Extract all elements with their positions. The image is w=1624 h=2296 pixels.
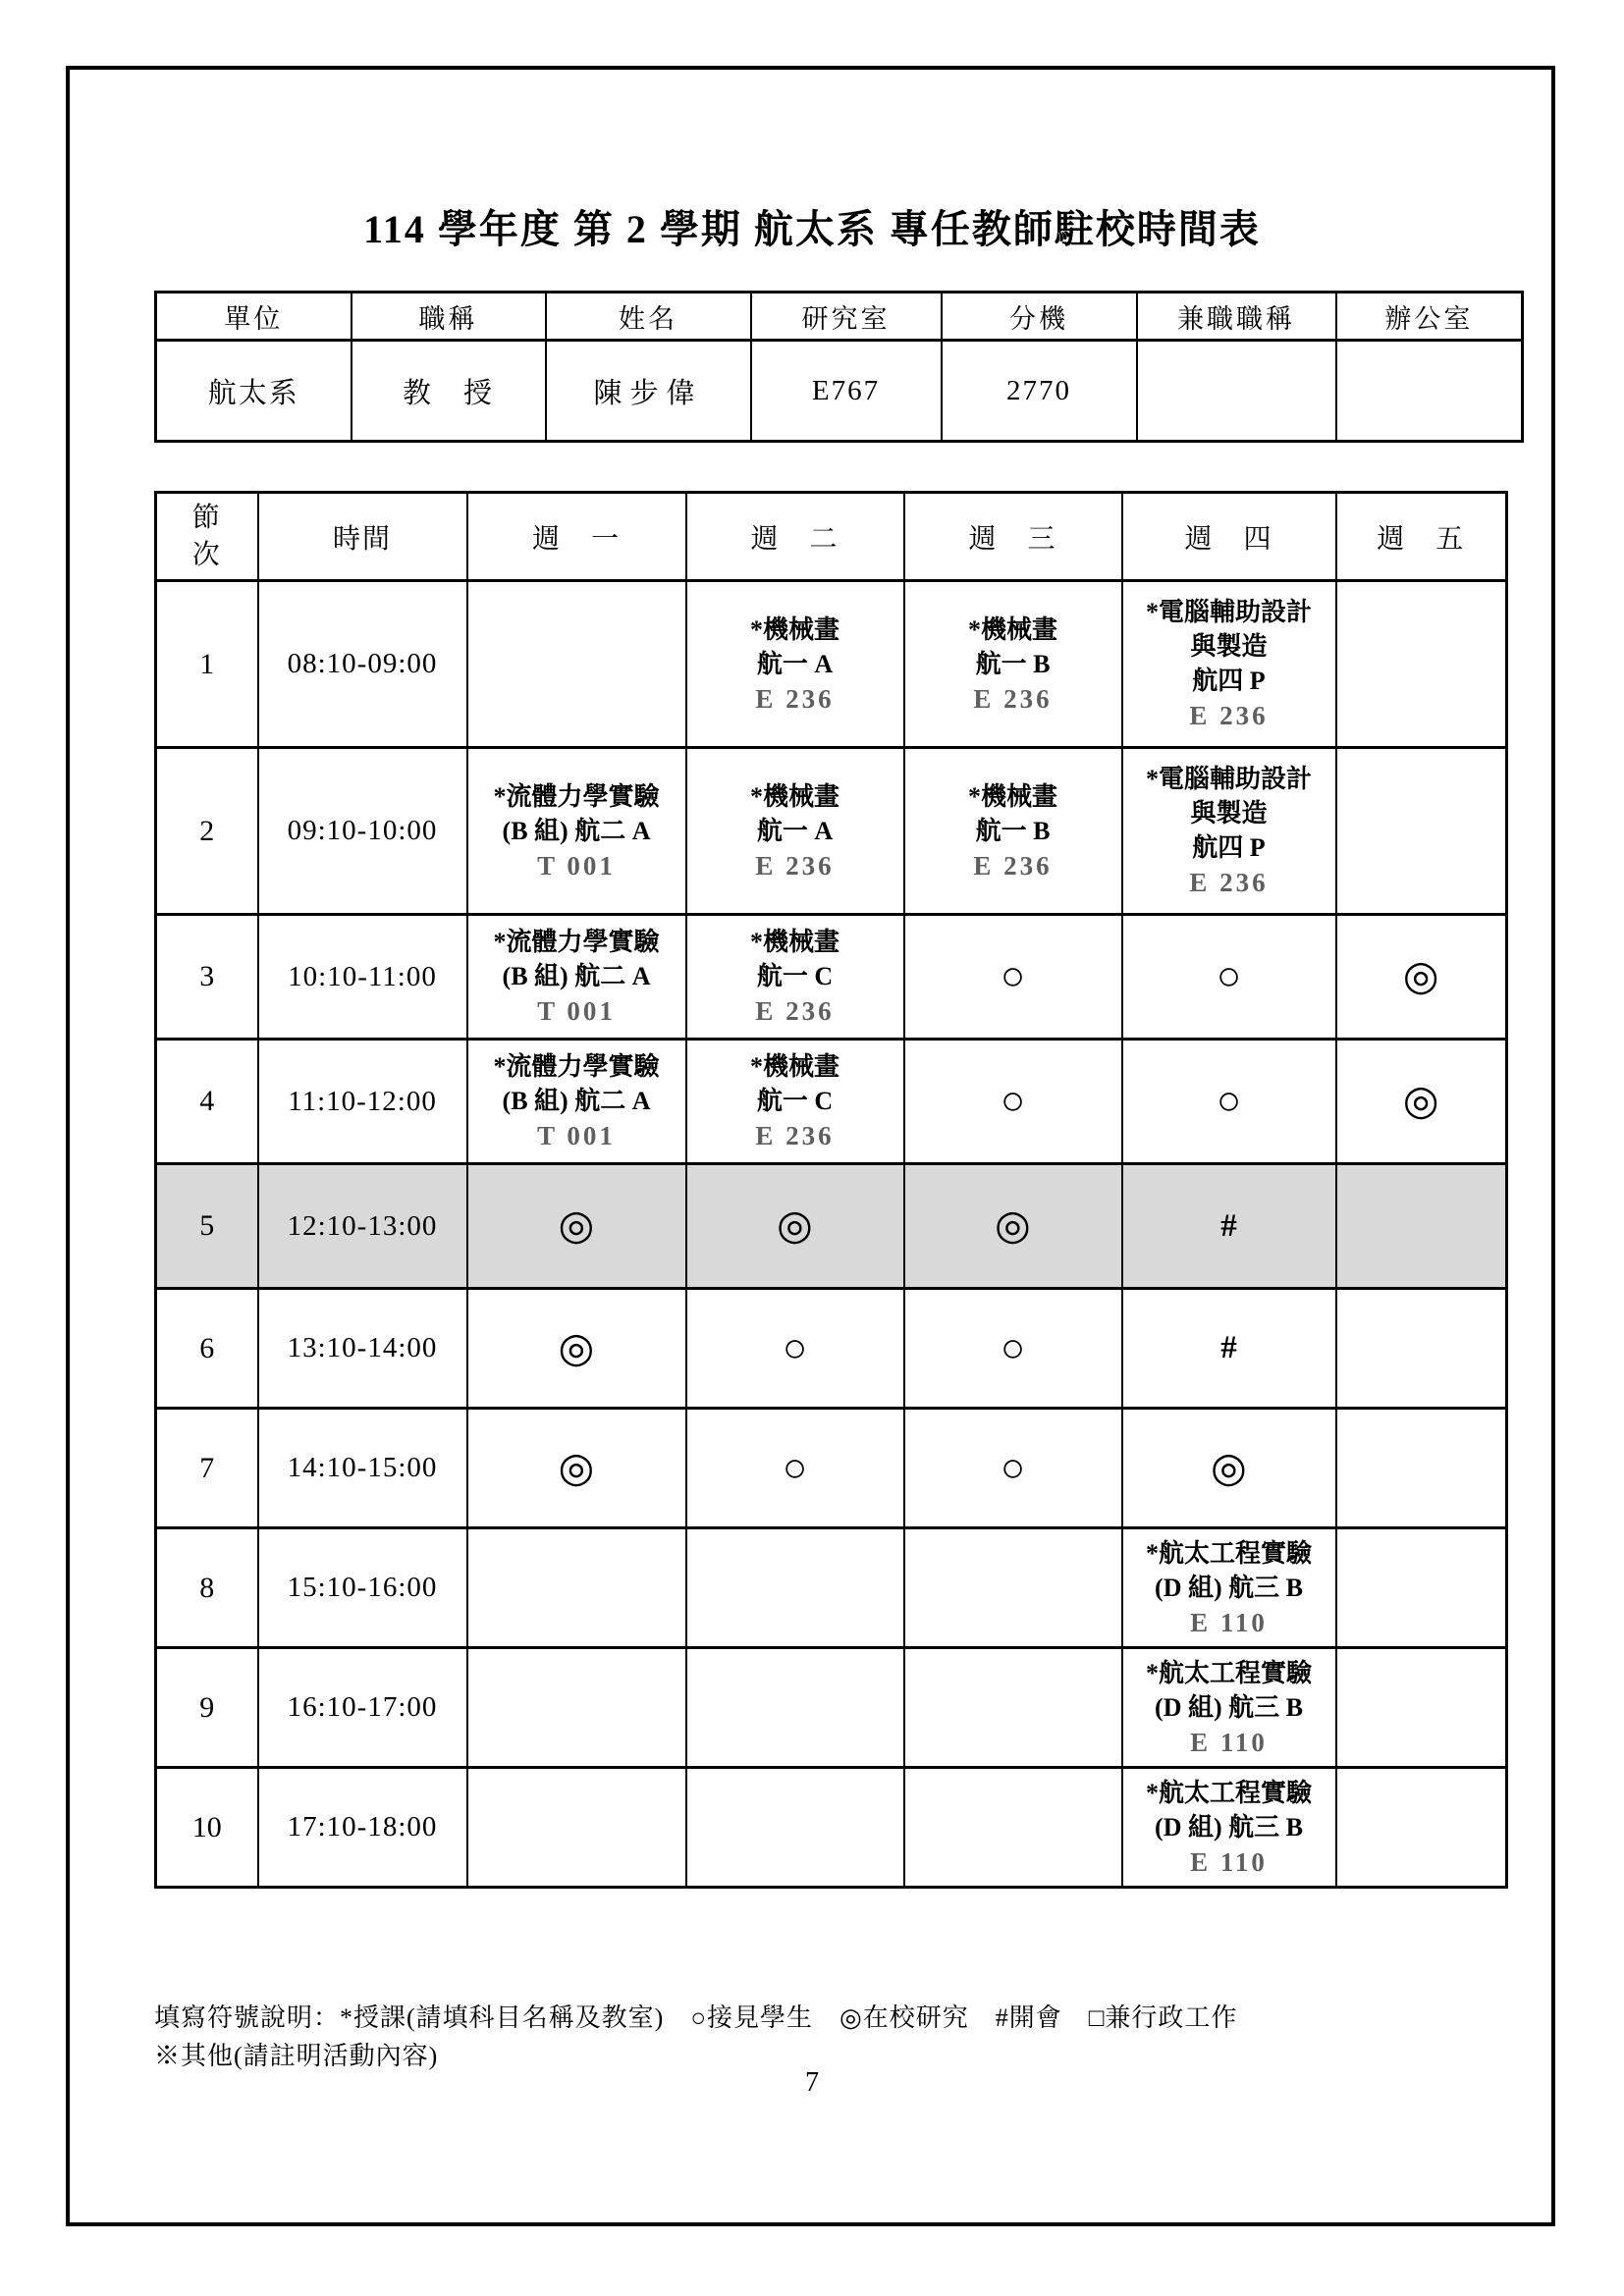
- schedule-cell: [467, 748, 686, 915]
- schedule-cell: [686, 1648, 904, 1768]
- schedule-cell: [904, 1768, 1122, 1888]
- course-line: 航一 C: [756, 962, 834, 990]
- course-line: *電腦輔助設計: [1145, 598, 1312, 626]
- period-cell: 2: [156, 748, 258, 915]
- schedule-cell: [1336, 1289, 1507, 1409]
- schedule-cell: [1336, 581, 1507, 748]
- schedule-cell: [904, 1289, 1122, 1409]
- info-header-unit: 單位: [156, 293, 352, 341]
- legend-line-1: [154, 1999, 1509, 2037]
- on-campus-research-symbol: ◎: [995, 1203, 1031, 1249]
- period-cell: 3: [156, 915, 258, 1040]
- period-cell: 6: [156, 1289, 258, 1409]
- course-line: *機械畫: [967, 614, 1057, 644]
- room-code: T 001: [537, 850, 616, 881]
- course-line: 航四 P: [1192, 667, 1266, 695]
- schedule-cell: [1122, 748, 1336, 915]
- time-cell: 14:10-15:00: [258, 1409, 467, 1528]
- info-value-name: 陳步偉: [546, 341, 751, 442]
- schedule-cell: [1122, 581, 1336, 748]
- col-header-thursday: 週 四: [1122, 493, 1336, 581]
- schedule-cell: [686, 581, 904, 748]
- schedule-cell: [1122, 1164, 1336, 1289]
- legend-items: *授課(請填科目名稱及教室) ○接見學生 ◎在校研究 #開會 □兼行政工作: [340, 2003, 1238, 2032]
- time-cell: 12:10-13:00: [258, 1164, 467, 1289]
- info-header-name: 姓名: [546, 293, 751, 341]
- period-head-line1: 節: [191, 502, 222, 533]
- schedule-cell: [1122, 1648, 1336, 1768]
- room-code: E 236: [755, 683, 835, 714]
- schedule-cell: [686, 1289, 904, 1409]
- on-campus-research-symbol: ◎: [558, 1445, 595, 1491]
- course-line: (D 組) 航三 B: [1155, 1692, 1303, 1722]
- schedule-cell: [1122, 915, 1336, 1040]
- room-code: T 001: [537, 1121, 616, 1150]
- course-line: (B 組) 航二 A: [502, 816, 651, 845]
- info-value-concurrent-title: [1137, 341, 1336, 442]
- time-cell: 16:10-17:00: [258, 1648, 467, 1768]
- course-line: 航一 A: [756, 816, 834, 845]
- schedule-cell: [467, 1409, 686, 1528]
- schedule-cell: [467, 1289, 686, 1409]
- schedule-cell: [904, 1648, 1122, 1768]
- schedule-cell: [1336, 1040, 1507, 1164]
- meeting-symbol: #: [1220, 1207, 1237, 1244]
- course-line: *流體力學實驗: [493, 1052, 660, 1081]
- on-campus-research-symbol: ◎: [558, 1325, 595, 1371]
- schedule-cell: [904, 1528, 1122, 1648]
- schedule-cell: [1336, 1768, 1507, 1888]
- schedule-row: [156, 748, 1507, 915]
- schedule-cell: [904, 1409, 1122, 1528]
- course-line: *機械畫: [749, 1052, 839, 1081]
- course-line: *機械畫: [749, 928, 839, 956]
- time-cell: 08:10-09:00: [258, 581, 467, 748]
- schedule-cell: [686, 1040, 904, 1164]
- course-line: 航一 B: [975, 649, 1051, 678]
- schedule-cell: [1336, 1528, 1507, 1648]
- schedule-cell: [904, 748, 1122, 915]
- course-line: (B 組) 航二 A: [502, 1087, 651, 1115]
- schedule-cell: [467, 1164, 686, 1289]
- info-value-office: [1336, 341, 1523, 442]
- schedule-cell: [686, 1164, 904, 1289]
- on-campus-research-symbol: ◎: [777, 1203, 813, 1249]
- course-line: 航一 B: [975, 816, 1051, 845]
- on-campus-research-symbol: ◎: [1211, 1445, 1247, 1491]
- schedule-row: [156, 1040, 1507, 1164]
- period-head-line2: 次: [191, 539, 222, 570]
- schedule-cell: [686, 1528, 904, 1648]
- room-code: E 236: [755, 850, 835, 881]
- schedule-cell: [1336, 748, 1507, 915]
- col-header-wednesday: 週 三: [904, 493, 1122, 581]
- schedule-cell: [1336, 1164, 1507, 1289]
- schedule-cell: [904, 1164, 1122, 1289]
- schedule-cell: [467, 1040, 686, 1164]
- time-cell: 13:10-14:00: [258, 1289, 467, 1409]
- course-line: *流體力學實驗: [493, 928, 660, 956]
- schedule-row: [156, 1528, 1507, 1648]
- meet-students-symbol: ○: [1216, 1079, 1242, 1124]
- info-header-office-room: 研究室: [751, 293, 942, 341]
- schedule-cell: [686, 748, 904, 915]
- time-cell: 11:10-12:00: [258, 1040, 467, 1164]
- schedule-cell: [904, 1040, 1122, 1164]
- period-cell: 5: [156, 1164, 258, 1289]
- schedule-cell: [1122, 1768, 1336, 1888]
- course-line: *流體力學實驗: [493, 781, 660, 811]
- schedule-row: [156, 915, 1507, 1040]
- meet-students-symbol: ○: [782, 1325, 808, 1371]
- period-cell: 4: [156, 1040, 258, 1164]
- schedule-cell: [467, 1648, 686, 1768]
- course-line: *機械畫: [967, 781, 1057, 811]
- schedule-cell: [1336, 1648, 1507, 1768]
- teacher-info-table: [154, 291, 1524, 443]
- course-line: (D 組) 航三 B: [1155, 1573, 1303, 1602]
- course-line: 航四 P: [1192, 833, 1266, 862]
- course-line: (B 組) 航二 A: [502, 962, 651, 990]
- course-line: 與製造: [1190, 632, 1268, 661]
- info-header-office: 辦公室: [1336, 293, 1523, 341]
- room-code: T 001: [537, 996, 616, 1026]
- info-header-extension: 分機: [942, 293, 1137, 341]
- info-header-row: [156, 293, 1523, 341]
- on-campus-research-symbol: ◎: [1402, 954, 1439, 999]
- schedule-cell: [686, 1409, 904, 1528]
- meet-students-symbol: ○: [1216, 954, 1242, 999]
- info-header-concurrent-title: 兼職職稱: [1137, 293, 1336, 341]
- schedule-cell: [904, 581, 1122, 748]
- page-title: 114 學年度 第 2 學期 航太系 專任教師駐校時間表: [363, 207, 1261, 251]
- period-cell: 7: [156, 1409, 258, 1528]
- time-cell: 17:10-18:00: [258, 1768, 467, 1888]
- course-line: *航太工程實驗: [1145, 1778, 1312, 1807]
- course-line: (D 組) 航三 B: [1155, 1812, 1303, 1842]
- col-header-tuesday: 週 二: [686, 493, 904, 581]
- room-code: E 236: [973, 683, 1053, 714]
- schedule-row: [156, 1164, 1507, 1289]
- room-code: E 236: [973, 850, 1053, 881]
- legend-line-2: ※其他(請註明活動內容): [154, 2042, 439, 2070]
- room-code: E 236: [755, 996, 835, 1026]
- meet-students-symbol: ○: [1000, 954, 1026, 999]
- course-line: *電腦輔助設計: [1145, 765, 1312, 793]
- schedule-row: [156, 1409, 1507, 1528]
- schedule-cell: [1122, 1289, 1336, 1409]
- schedule-row: [156, 581, 1507, 748]
- col-header-monday: 週 一: [467, 493, 686, 581]
- room-code: E 110: [1190, 1727, 1268, 1757]
- meet-students-symbol: ○: [1000, 1079, 1026, 1124]
- schedule-cell: [467, 1528, 686, 1648]
- course-line: 航一 C: [756, 1087, 834, 1115]
- schedule-row: [156, 1648, 1507, 1768]
- schedule-cell: [686, 915, 904, 1040]
- course-line: *機械畫: [749, 781, 839, 811]
- room-code: E 110: [1190, 1846, 1268, 1877]
- schedule-row: [156, 1768, 1507, 1888]
- meet-students-symbol: ○: [1000, 1445, 1026, 1491]
- legend-prefix: 填寫符號說明：: [154, 2003, 341, 2032]
- meet-students-symbol: ○: [782, 1445, 808, 1491]
- schedule-cell: [467, 1768, 686, 1888]
- time-cell: 09:10-10:00: [258, 748, 467, 915]
- period-cell: 1: [156, 581, 258, 748]
- schedule-cell: [1336, 915, 1507, 1040]
- course-line: 航一 A: [756, 649, 834, 678]
- info-value-title: 教 授: [352, 341, 546, 442]
- schedule-cell: [1122, 1409, 1336, 1528]
- period-cell: 10: [156, 1768, 258, 1888]
- page-number: 7: [805, 2067, 819, 2098]
- room-code: E 236: [1189, 701, 1269, 730]
- schedule-row: [156, 1289, 1507, 1409]
- period-cell: 8: [156, 1528, 258, 1648]
- room-code: E 110: [1190, 1607, 1268, 1637]
- col-header-period: [156, 493, 258, 581]
- course-line: *航太工程實驗: [1145, 1658, 1312, 1687]
- info-header-title: 職稱: [352, 293, 546, 341]
- room-code: E 236: [1189, 868, 1269, 897]
- legend: [154, 1999, 1509, 2075]
- meeting-symbol: #: [1220, 1330, 1237, 1365]
- col-header-friday: 週 五: [1336, 493, 1507, 581]
- room-code: E 236: [755, 1121, 835, 1150]
- time-cell: 10:10-11:00: [258, 915, 467, 1040]
- course-line: *機械畫: [749, 614, 839, 644]
- info-data-row: [156, 341, 1523, 442]
- schedule-cell: [904, 915, 1122, 1040]
- schedule-table: [154, 491, 1508, 1889]
- on-campus-research-symbol: ◎: [558, 1203, 595, 1249]
- schedule-cell: [467, 915, 686, 1040]
- schedule-cell: [1336, 1409, 1507, 1528]
- course-line: 與製造: [1190, 799, 1268, 828]
- period-cell: 9: [156, 1648, 258, 1768]
- col-header-time: 時間: [258, 493, 467, 581]
- schedule-cell: [1122, 1528, 1336, 1648]
- schedule-header-row: [156, 493, 1507, 581]
- course-line: *航太工程實驗: [1145, 1538, 1312, 1568]
- info-value-unit: 航太系: [156, 341, 352, 442]
- meet-students-symbol: ○: [1000, 1325, 1026, 1371]
- schedule-cell: [467, 581, 686, 748]
- schedule-cell: [1122, 1040, 1336, 1164]
- schedule-cell: [686, 1768, 904, 1888]
- info-value-extension: 2770: [942, 341, 1137, 442]
- on-campus-research-symbol: ◎: [1402, 1079, 1439, 1124]
- info-value-office-room: E767: [751, 341, 942, 442]
- time-cell: 15:10-16:00: [258, 1528, 467, 1648]
